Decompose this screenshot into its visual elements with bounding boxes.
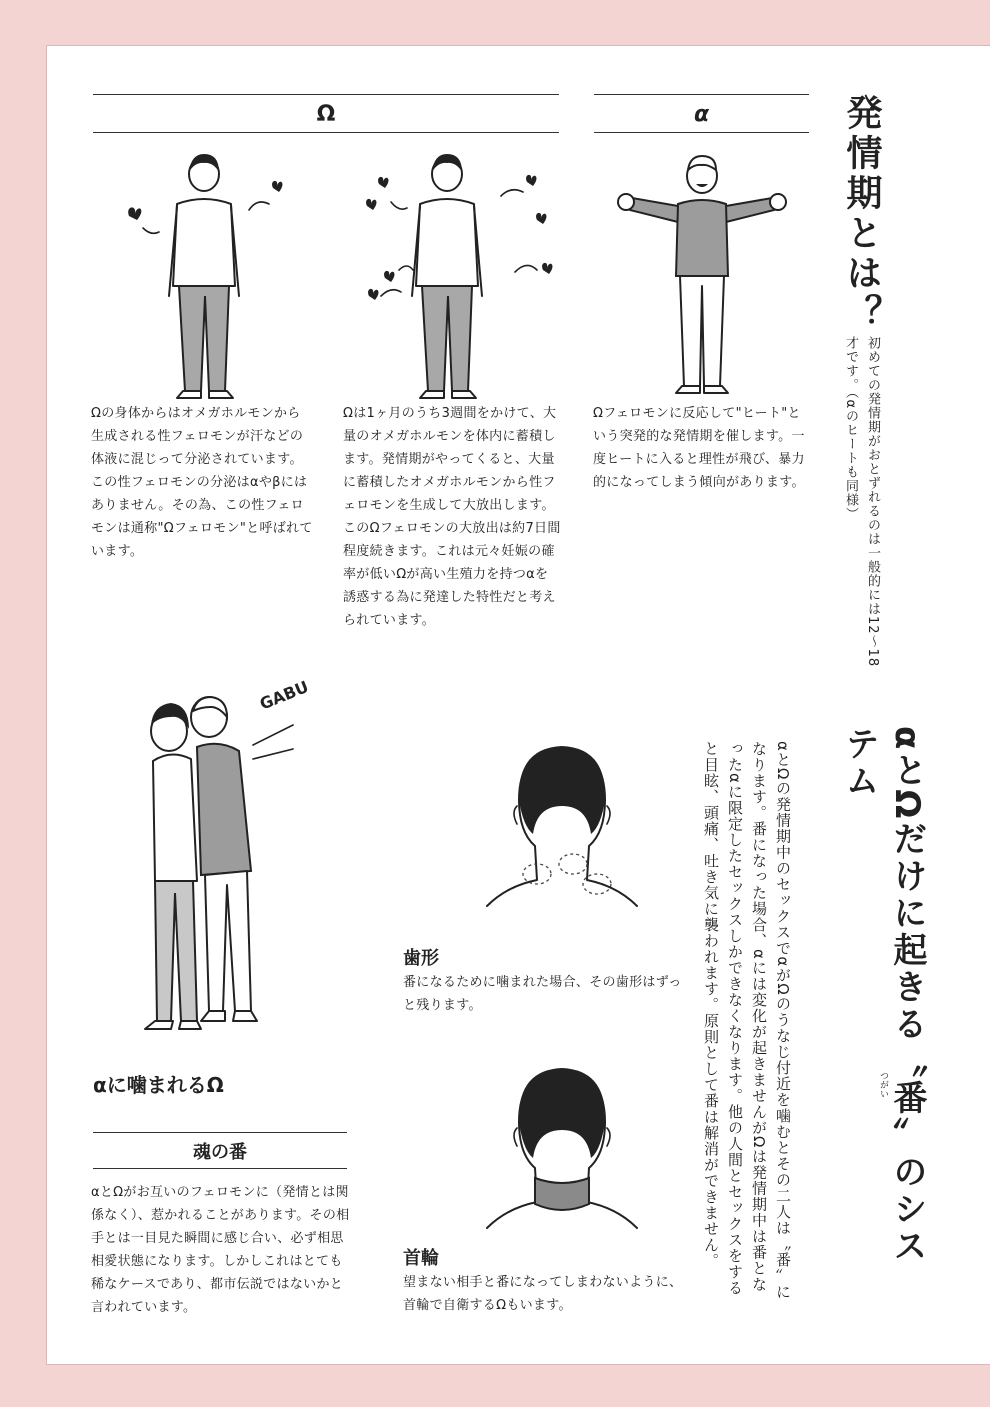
bond-title: αとΩだけに起きる〝番〟のシステム bbox=[839, 726, 927, 1266]
omega-header-rule-top bbox=[93, 94, 559, 95]
heart-icon bbox=[366, 199, 376, 210]
bond-ruby: つがい bbox=[878, 1071, 888, 1098]
soul-rule-top bbox=[93, 1132, 347, 1133]
collar-text: 望まない相手と番になってしまわないように、首輪で自衛するΩもいます。 bbox=[403, 1275, 683, 1313]
omega-heat-figure-illustration bbox=[347, 146, 547, 386]
omega-figure-illustration bbox=[107, 146, 307, 386]
soul-rule-bottom bbox=[93, 1168, 347, 1169]
heart-icon bbox=[272, 181, 282, 192]
omega-body-text-2: Ωは1ヶ月のうち3週間をかけて、大量のオメガホルモンを体内に蓄積します。発情期がやってくると、大量に蓄積したオメガホルモンから性フェロモンを生成して大放出します。このΩフェロモンの大放出は約7日間程度続きます。これは元々妊娠の確率が低いΩが高い生殖力を持つαを誘惑する為に発達した特性だと考えられています。 bbox=[343, 406, 561, 628]
soul-text: αとΩがお互いのフェロモンに（発情とは関係なく）、惹かれることがあります。その相手とは一目見た瞬間に感じ合い、必ず相思相愛状態になります。しかしこれはとても稀なケースであり、都市伝説ではないかと言われています。 bbox=[91, 1185, 350, 1315]
heart-icon bbox=[536, 213, 546, 224]
heart-icon bbox=[542, 263, 552, 274]
bite-caption: αに噛まれるΩ bbox=[93, 1073, 224, 1097]
omega-header: Ω bbox=[316, 102, 336, 127]
teeth-title: 歯形 bbox=[403, 948, 439, 969]
bite-illustration bbox=[127, 671, 327, 1031]
heat-title: 発情期とは？ bbox=[841, 94, 882, 334]
alpha-header-rule-top bbox=[594, 94, 809, 95]
alpha-header-rule-bottom bbox=[594, 132, 809, 133]
soul-title: 魂の番 bbox=[193, 1142, 247, 1163]
page bbox=[46, 45, 990, 1365]
omega-header-rule-bottom bbox=[93, 132, 559, 133]
alpha-body-text: Ωフェロモンに反応して"ヒート"という突発的な発情期を催します。一度ヒートに入ると理性が飛び、暴力的になってしまう傾向があります。 bbox=[593, 406, 805, 490]
neck-collar-illustration bbox=[467, 1058, 657, 1228]
collar-title: 首輪 bbox=[403, 1248, 439, 1269]
heart-icon bbox=[368, 289, 378, 300]
heart-icon bbox=[128, 207, 141, 220]
heart-icon bbox=[384, 271, 394, 282]
alpha-figure-illustration bbox=[592, 146, 812, 386]
neck-teeth-illustration bbox=[467, 736, 657, 906]
teeth-text: 番になるために噛まれた場合、その歯形はずっと残ります。 bbox=[403, 975, 682, 1013]
bond-title-wrap bbox=[835, 726, 931, 1286]
bite-sfx: GABU bbox=[257, 677, 312, 714]
heat-text: 初めての発情期がおとずれるのは一般的には12〜18才です。（αのヒートも同様） bbox=[843, 336, 880, 668]
bond-text: αとΩの発情期中のセックスでαがΩのうなじ付近を噛むとその二人は〝番〟になります。番になった場合、αには変化が起きませんがΩは発情期中は番となったαに限定したセックスしかできなくなります。他の人間とセックスをすると目眩、頭痛、吐き気に襲われます。原則として番は解消ができません。 bbox=[702, 741, 792, 1300]
heart-icon bbox=[526, 175, 536, 186]
alpha-header: α bbox=[693, 102, 710, 127]
heart-icon bbox=[378, 177, 388, 188]
omega-body-text-1: Ωの身体からはオメガホルモンから生成される性フェロモンが汗などの体液に混じって分泌されています。この性フェロモンの分泌はαやβにはありません。その為、この性フェロモンは通称"Ωフェロモン"と呼ばれています。 bbox=[91, 406, 313, 559]
